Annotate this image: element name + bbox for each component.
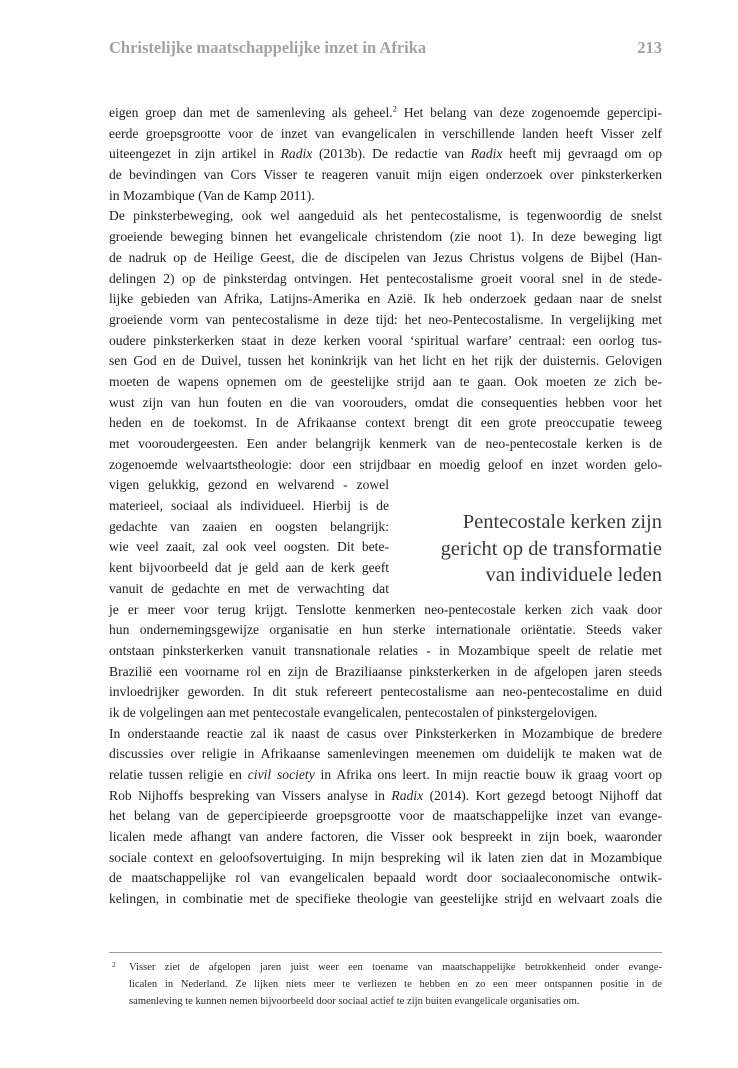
body-line: ik de volgelingen aan met pentecostale evangelicalen, pentecostalen of pinkstergelovigen. (109, 704, 598, 720)
body-line: relatie tussen religie en civil society in Afrika ons leert. In mijn reactie bouw ik graag voort op (109, 767, 662, 782)
body-line: Brazilië een voorname rol en zijn de Braziliaanse pinksterkerken in de afgelopen jaren steeds (109, 663, 662, 679)
body-line: wust zijn van hun fouten en die van voorouders, omdat die consequenties hebben voor het (109, 394, 662, 410)
body-line: delingen 2) op de pinksterdag ontvingen. Het pentecostalisme groeit vooral snel in de stede- (109, 270, 662, 286)
body-text (109, 103, 662, 910)
body-line: in Mozambique (Van de Kamp 2011). (109, 187, 315, 203)
body-line: groeiende vorm van pentecostalisme in deze tijd: het neo-Pentecostalisme. In vergelijking met (109, 311, 662, 327)
body-line: hun ondernemingsgewijze organisatie en hun sterke internationale oriëntatie. Steeds vaker (109, 622, 662, 638)
body-line: eigen groep dan met de samenleving als geheel.$^2$ Het belang van deze zogenoemde gepercipi- (109, 103, 662, 120)
page-number: 213 (637, 38, 662, 57)
pull-quote-line: gericht op de transformatie (440, 537, 662, 560)
body-line: sen God en de Duivel, tussen het koninkrijk van het licht en het rijk der duisternis. Gelovigen (109, 353, 662, 369)
body-line: Rob Nijhoffs bespreking van Vissers analyse in Radix (2014). Kort gezegd betoogt Nijhoff dat (109, 787, 662, 803)
body-line: wie veel zaait, zal ook veel oogsten. Dit bete- (109, 539, 389, 555)
footnote-line: Visser ziet de afgelopen jaren juist weer een toename van maatschappelijke betrokkenheid onder evange- (129, 962, 662, 973)
body-line: de nadruk op de Heilige Geest, die de discipelen van Jezus Christus volgens de Bijbel (Han- (109, 249, 662, 265)
footnote (109, 960, 662, 1010)
body-line: In onderstaande reactie zal ik naast de casus over Pinksterkerken in Mozambique de bredere (109, 725, 662, 741)
body-line: heden en de toekomst. In de Afrikaanse context brengt dit een grote preoccupatie teweeg (109, 415, 662, 431)
body-line: oudere pinksterkerken staat in deze kerken vooral ‘spiritual warfare’ centraal: een oorlog tus- (109, 332, 662, 348)
body-line: gedachte van zaaien en oogsten belangrijk: (109, 518, 389, 534)
body-line: kelingen, in combinatie met de specifieke theologie van geestelijke strijd en welvaart zoals die (109, 891, 662, 907)
footnote-number: 2 (112, 960, 116, 969)
body-line: sociale context en geloofsovertuiging. In mijn bespreking wil ik laten zien dat in Mozambique (109, 849, 662, 865)
body-line: uiteengezet in zijn artikel in Radix (2013b). De redactie van Radix heeft mij gevraagd om op (109, 146, 662, 162)
body-line: lijke gebieden van Afrika, Latijns-Amerika en Azië. Ik heb onderzoek gedaan naar de snelst (109, 291, 662, 307)
body-line: het belang van de gepercipieerde groepsgrootte voor de maatschappelijke inzet van evange- (109, 808, 662, 824)
body-line: vanuit de gedachte en met de verwachting dat (109, 580, 389, 596)
body-line: discussies over religie in Afrikaanse samenlevingen meenemen om duidelijk te maken wat de (109, 746, 662, 762)
footnote-line: samenleving te kunnen nemen bijvoorbeeld door sociaal actief te zijn buiten evangelicale organisaties om. (129, 995, 580, 1007)
pull-quote-line: Pentecostale kerken zijn (462, 511, 662, 533)
body-line: moeten de wapens opnemen om de geestelijke strijd aan te gaan. Ook moeten ze zich be- (109, 373, 662, 389)
body-line: je er meer voor terug krijgt. Tenslotte kenmerken neo-pentecostale kerken zich vaak door (109, 601, 662, 617)
body-line: met vooroudergeesten. Een ander belangrijk kenmerk van de neo-pentecostale kerken is de (109, 436, 662, 451)
footnote-divider (109, 952, 662, 953)
pull-quote (400, 509, 662, 589)
body-line: De pinksterbeweging, ook wel aangeduid als het pentecostalisme, is tegenwoordig de snelst (109, 208, 662, 224)
pull-quote-line: van individuele leden (485, 564, 662, 586)
body-line: de bevindingen van Cors Visser te reageren vanuit mijn eigen onderzoek over pinksterkerken (109, 167, 662, 183)
body-line: groeiende beweging binnen het evangelicale christendom (zie noot 1). In deze beweging ligt (109, 229, 662, 245)
body-line: ontstaan pinksterkerken vanuit transnationale relaties - in Mozambique speelt de relatie met (109, 642, 662, 658)
body-line: materieel, sociaal als individueel. Hierbij is de (109, 498, 389, 514)
body-line: invloedrijker geworden. In dit stuk refereert pentecostalisme aan neo-pentecostalime en duid (109, 684, 662, 700)
running-title: Christelijke maatschappelijke inzet in Afrika (109, 38, 427, 57)
body-line: vigen gelukkig, gezond en welvarend - zowel (109, 477, 389, 493)
body-line: eerde groepsgrootte voor de inzet van evangelicalen in verschillende landen heeft Visser zelf (109, 125, 662, 141)
body-line: zogenoemde welvaartstheologie: door een strijdbaar en moedig geloof en inzet worden gelo- (109, 456, 662, 472)
footnote-line: licalen in Nederland. Ze lijken niets meer te verliezen te hebben en zo een meer ontspannen positie in de (129, 978, 662, 990)
body-line: kent bijvoorbeeld dat je geld aan de kerk geeft (109, 560, 389, 576)
body-line: licalen mede afhangt van andere factoren, die Visser ook bespreekt in zijn boek, waaronder (109, 829, 662, 845)
body-line: de maatschappelijke rol van evangelicalen bepaald wordt door sociaaleconomische ontwik- (109, 870, 662, 886)
